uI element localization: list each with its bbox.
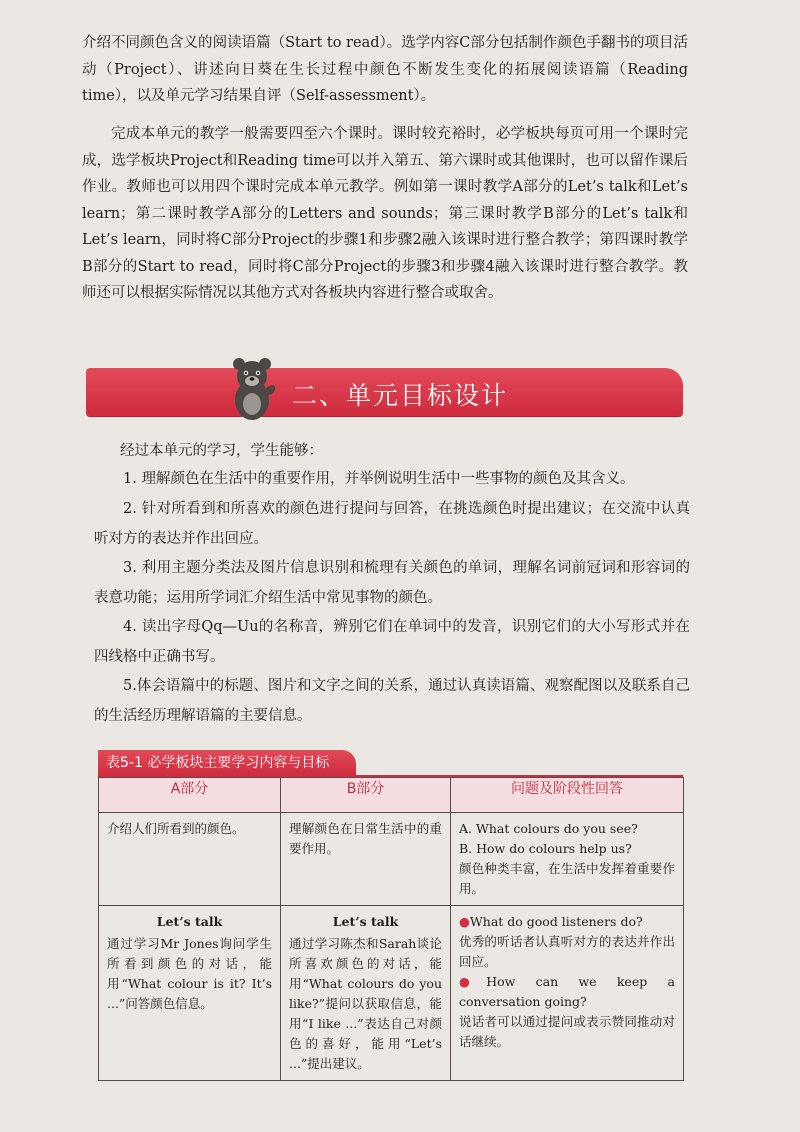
bullet-icon: ● (459, 974, 487, 989)
row1-part-b: 理解颜色在日常生活中的重要作用。 (281, 813, 451, 906)
goal-item-2: 2. 针对所看到和所喜欢的颜色进行提问与回答，在挑选颜色时提出建议；在交流中认真听对方的表达并作出回应。 (94, 501, 690, 547)
header-part-a: A部分 (99, 778, 281, 813)
goal-item-1: 1. 理解颜色在生活中的重要作用，并举例说明生活中一些事物的颜色及其含义。 (123, 471, 635, 487)
paragraph-2: 完成本单元的教学一般需要四至六个课时。课时较充裕时，必学板块每页可用一个课时完成，选学板块Project和Reading time可以并入第五、第六课时或其他课时，也可以留作课后作业。教师也可以用四个课时完成本单元教学。例如第一课时教学A部分的Let’s talk和Let’s learn；第二课时教学A部分的Letters and sounds；第三课时教学B部分的Let’s talk和Let’s learn，同时将C部分Project的步骤1和步骤2融入该课时进行整合教学；第四课时教学B部分的Start to read，同时将C部分Project的步骤3和步骤4融入该课时进行整合教学。教师还可以根据实际情况以其他方式对各板块内容进行整合或取舍。 (82, 126, 688, 301)
row2-question-1: What do good listeners do? (469, 914, 643, 929)
table-row (99, 906, 684, 1081)
row2-part-b (281, 906, 451, 1081)
section-title: 二、单元目标设计 (292, 381, 509, 410)
row1-question-b: B. How do colours help us? (459, 841, 632, 856)
bear-mascot-icon (226, 356, 278, 422)
row1-question-a: A. What colours do you see? (459, 821, 638, 836)
row2-question-2: How can we keep a conversation going? (459, 974, 675, 1009)
goals-intro: 经过本单元的学习，学生能够： (120, 443, 323, 459)
paragraph-1: 介绍不同颜色含义的阅读语篇（Start to read）。选学内容C部分包括制作颜色手翻书的项目活动（Project）、讲述向日葵在生长过程中颜色不断发生变化的拓展阅读语篇（Reading time），以及单元学习结果自评（Self-assessment）。 (82, 35, 688, 104)
header-questions: 问题及阶段性回答 (451, 778, 684, 813)
goal-item-5: 5.体会语篇中的标题、图片和文字之间的关系，通过认真读语篇、观察配图以及联系自己的生活经历理解语篇的主要信息。 (94, 678, 690, 724)
table-row (99, 813, 684, 906)
row1-answer: 颜色种类丰富，在生活中发挥着重要作用。 (459, 861, 675, 896)
row2-b-heading: Let’s talk (332, 914, 399, 929)
table-caption: 表5-1 必学板块主要学习内容与目标 (98, 750, 356, 776)
bullet-icon: ● (459, 914, 470, 929)
header-part-b: B部分 (281, 778, 451, 813)
goal-item-3: 3. 利用主题分类法及图片信息识别和梳理有关颜色的单词，理解名词前冠词和形容词的表意功能；运用所学词汇介绍生活中常见事物的颜色。 (94, 560, 690, 606)
row1-questions (451, 813, 684, 906)
table-header-row (99, 778, 684, 813)
content-goals-table (98, 777, 684, 1081)
row2-a-text: 通过学习Mr Jones询问学生所看到颜色的对话，能用“What colour is it? It’s ...”问答颜色信息。 (107, 936, 272, 1011)
row2-questions (451, 906, 684, 1081)
row1-part-a: 介绍人们所看到的颜色。 (99, 813, 281, 906)
row2-part-a (99, 906, 281, 1081)
row2-answer-1: 优秀的听话者认真听对方的表达并作出回应。 (459, 934, 675, 969)
row2-answer-2: 说话者可以通过提问或表示赞同推动对话继续。 (459, 1014, 675, 1049)
goal-item-4: 4. 读出字母Qq—Uu的名称音，辨别它们在单词中的发音，识别它们的大小写形式并在四线格中正确书写。 (94, 619, 690, 665)
row2-a-heading: Let’s talk (156, 914, 223, 929)
row2-b-text: 通过学习陈杰和Sarah谈论所喜欢颜色的对话，能用“What colours do you like?”提问以获取信息，能用“I like ...”表达自己对颜色的喜好，能用“Let’s ...”提出建议。 (289, 936, 442, 1071)
